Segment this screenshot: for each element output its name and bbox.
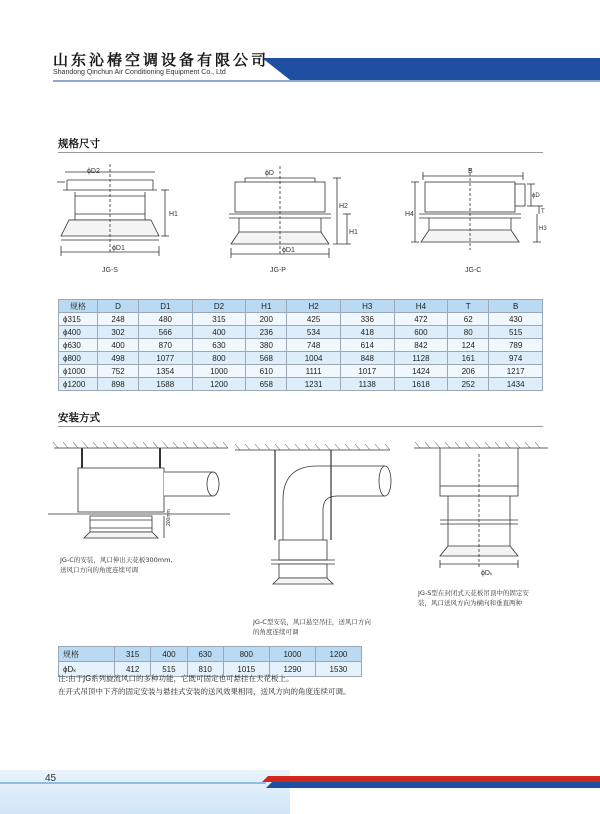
footnote-2: 在开式吊顶中下齐的固定安装与悬挂式安装的送风效果相同，送风方向的角度连续可调。 — [58, 687, 351, 696]
table-cell: 1200 — [192, 378, 246, 391]
table-cell: 400 — [192, 326, 246, 339]
company-name-en: Shandong Qinchun Air Conditioning Equipment Co., Ltd — [53, 69, 226, 76]
table-cell: ϕ1000 — [59, 365, 98, 378]
diagram-jg-c — [405, 162, 550, 280]
table-row — [59, 339, 543, 352]
spec-section-title: 规格尺寸 — [58, 138, 100, 150]
install-section-rule — [58, 426, 543, 427]
jg-c-label-h4: H4 — [405, 211, 414, 218]
company-name-cn: 山东沁椿空调设备有限公司 — [53, 51, 270, 69]
table-cell: 630 — [192, 339, 246, 352]
dk-header-cell: 400 — [151, 647, 187, 662]
table-cell: 568 — [246, 352, 287, 365]
table-cell: 1588 — [138, 378, 192, 391]
jg-s-label-d2: ϕD2 — [87, 168, 100, 175]
dk-header-cell: 1200 — [315, 647, 361, 662]
table-cell: ϕ1200 — [59, 378, 98, 391]
table-cell: 515 — [489, 326, 543, 339]
table-cell: 870 — [138, 339, 192, 352]
table-cell: 302 — [98, 326, 139, 339]
dk-row-label: ϕDₖ — [59, 662, 115, 677]
spec-header-cell: H2 — [287, 300, 341, 313]
install-2-note-line1: JG-C型安装，风口悬空吊挂，送风口方向 — [253, 618, 371, 626]
table-cell: 236 — [246, 326, 287, 339]
jg-c-caption: JG-C — [465, 267, 482, 274]
table-cell: 810 — [187, 662, 223, 677]
table-cell: 1128 — [394, 352, 448, 365]
table-cell: 248 — [98, 313, 139, 326]
table-cell: 566 — [138, 326, 192, 339]
table-cell: 1434 — [489, 378, 543, 391]
table-cell: 789 — [489, 339, 543, 352]
table-cell: 206 — [448, 365, 489, 378]
table-cell: 161 — [448, 352, 489, 365]
spec-header-cell: B — [489, 300, 543, 313]
table-cell: 842 — [394, 339, 448, 352]
table-cell: 315 — [192, 313, 246, 326]
table-cell: 1217 — [489, 365, 543, 378]
install-1-note-line1: JG-C的安装，风口伸出天花板300mm, — [60, 556, 173, 564]
table-cell: ϕ315 — [59, 313, 98, 326]
spec-header-cell: H1 — [246, 300, 287, 313]
table-cell: 1424 — [394, 365, 448, 378]
install-3-note-line2: 装，风口送风方向为横向和垂直两种 — [418, 599, 522, 607]
footnote-1: 注:由于JG系列旋流风口的多种功能，它既可固定也可悬挂在天花板上。 — [58, 674, 294, 683]
jg-c-label-t: T — [541, 209, 545, 215]
spec-table — [58, 299, 543, 391]
table-cell: 200 — [246, 313, 287, 326]
table-cell: 418 — [340, 326, 394, 339]
jg-c-label-d: ϕD — [532, 193, 540, 199]
table-cell: 80 — [448, 326, 489, 339]
table-cell: 412 — [115, 662, 151, 677]
table-cell: ϕ800 — [59, 352, 98, 365]
spec-header-cell: D2 — [192, 300, 246, 313]
table-cell: 425 — [287, 313, 341, 326]
table-row — [59, 326, 543, 339]
table-cell: 534 — [287, 326, 341, 339]
table-cell: 1017 — [340, 365, 394, 378]
table-cell: 124 — [448, 339, 489, 352]
table-cell: 336 — [340, 313, 394, 326]
table-cell: 600 — [394, 326, 448, 339]
jg-p-caption: JG-P — [270, 267, 286, 274]
table-cell: 1004 — [287, 352, 341, 365]
spec-header-cell: H4 — [394, 300, 448, 313]
jg-p-label-d1: ϕD1 — [282, 247, 295, 254]
jg-s-label-h1: H1 — [169, 211, 178, 218]
table-cell: 252 — [448, 378, 489, 391]
table-cell: 1111 — [287, 365, 341, 378]
install-diagram-3 — [410, 440, 550, 580]
dk-header-cell: 1000 — [269, 647, 315, 662]
table-cell: 1077 — [138, 352, 192, 365]
table-cell: 800 — [192, 352, 246, 365]
install-diagram-1 — [48, 440, 233, 550]
spec-header-cell: T — [448, 300, 489, 313]
install-diagram-2 — [235, 440, 395, 610]
diagram-jg-s — [55, 162, 190, 280]
dk-table-header — [59, 647, 362, 662]
install-3-note-line1: JG-S型在封闭式天花板吊顶中的固定安 — [418, 589, 529, 597]
table-cell: 62 — [448, 313, 489, 326]
jg-s-caption: JG-S — [102, 267, 118, 274]
table-cell: 480 — [138, 313, 192, 326]
table-cell: 752 — [98, 365, 139, 378]
table-cell: 472 — [394, 313, 448, 326]
page-number: 45 — [45, 773, 57, 784]
footer-band — [0, 742, 600, 814]
install-3-label: ϕDₖ — [481, 570, 493, 577]
table-cell: 614 — [340, 339, 394, 352]
table-cell: ϕ630 — [59, 339, 98, 352]
spec-header-cell: 规格 — [59, 300, 98, 313]
dk-header-cell: 800 — [223, 647, 269, 662]
table-cell: 498 — [98, 352, 139, 365]
diagram-jg-p — [225, 162, 360, 280]
spec-table-header — [59, 300, 543, 313]
dk-header-cell: 规格 — [59, 647, 115, 662]
table-row — [59, 378, 543, 391]
install-1-note-line2: 送风口方向的角度连续可调 — [60, 566, 138, 574]
dk-header-cell: 315 — [115, 647, 151, 662]
table-cell: 748 — [287, 339, 341, 352]
table-row — [59, 365, 543, 378]
table-cell: 974 — [489, 352, 543, 365]
table-cell: 1290 — [269, 662, 315, 677]
table-cell: 658 — [246, 378, 287, 391]
spec-header-cell: D1 — [138, 300, 192, 313]
table-cell: 1231 — [287, 378, 341, 391]
install-1-label: 200mm — [166, 509, 172, 526]
table-cell: 1000 — [192, 365, 246, 378]
table-cell: 898 — [98, 378, 139, 391]
table-cell: 430 — [489, 313, 543, 326]
spec-header-cell: H3 — [340, 300, 394, 313]
table-cell: 1530 — [315, 662, 361, 677]
table-cell: 848 — [340, 352, 394, 365]
table-cell: 610 — [246, 365, 287, 378]
spec-section-rule — [58, 152, 543, 153]
install-section-title: 安装方式 — [58, 412, 100, 424]
jg-c-label-b: B — [468, 168, 473, 175]
jg-p-label-h1: H1 — [349, 229, 358, 236]
table-cell: 1618 — [394, 378, 448, 391]
table-row — [59, 313, 543, 326]
table-cell: 515 — [151, 662, 187, 677]
table-cell: ϕ400 — [59, 326, 98, 339]
table-cell: 1354 — [138, 365, 192, 378]
table-cell: 1138 — [340, 378, 394, 391]
table-row — [59, 352, 543, 365]
jg-s-label-d1: ϕD1 — [112, 245, 125, 252]
jg-p-label-d: ϕD — [265, 170, 274, 177]
table-cell: 400 — [98, 339, 139, 352]
table-cell: 1015 — [223, 662, 269, 677]
jg-p-label-h2: H2 — [339, 203, 348, 210]
jg-c-label-h3: H3 — [539, 226, 547, 232]
table-cell: 380 — [246, 339, 287, 352]
spec-header-cell: D — [98, 300, 139, 313]
install-2-note-line2: 的角度连续可调 — [253, 628, 299, 636]
dk-header-cell: 630 — [187, 647, 223, 662]
